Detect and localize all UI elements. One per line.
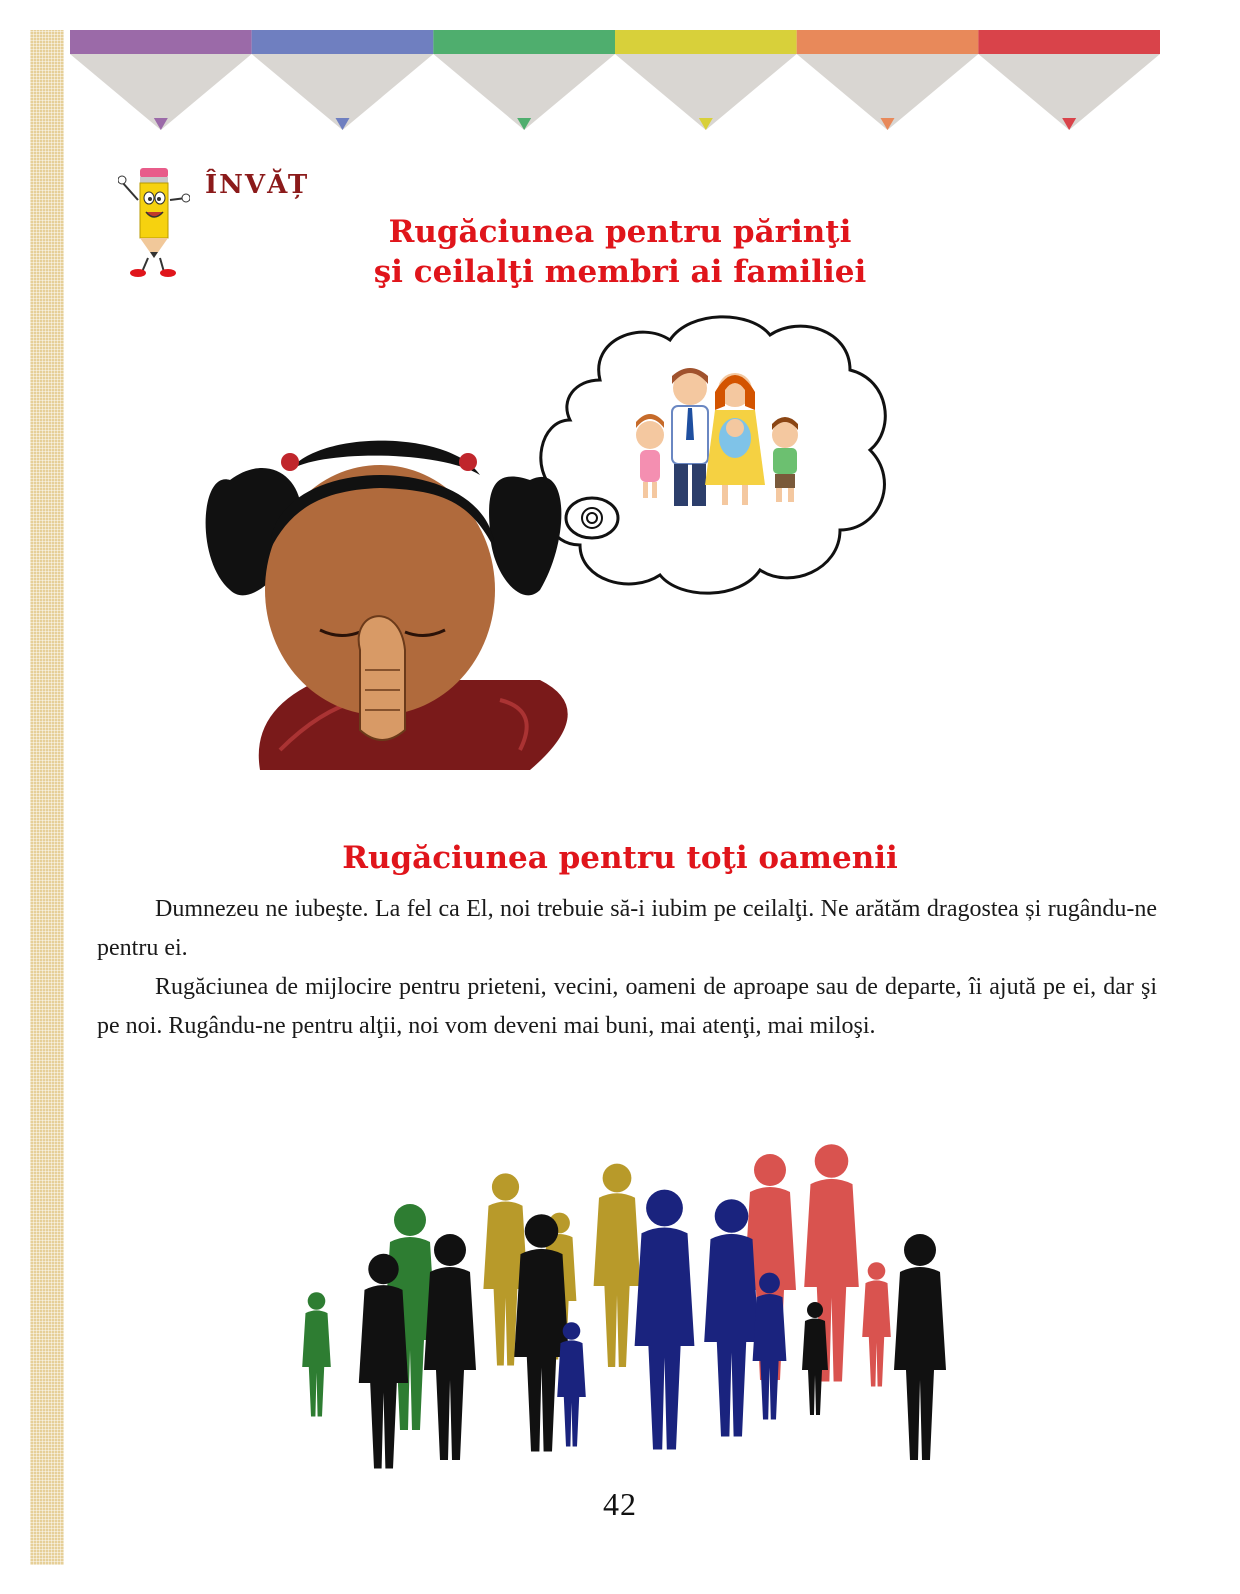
person-silhouette [424,1234,476,1460]
pencil-body [70,30,252,54]
pencil-body [615,30,797,54]
pencil-body [433,30,615,54]
person-silhouette [302,1292,331,1416]
crowd-silhouettes-illustration [270,1140,960,1480]
person-silhouette [635,1190,695,1450]
person-silhouette [862,1262,891,1386]
section2-title: Rugăciunea pentru toţi oamenii [342,840,898,876]
body-text [97,890,1157,1046]
paragraph-1: Dumnezeu ne iubeşte. La fel ca El, noi trebuie să-i iubim pe ceilalţi. Ne arătăm dragostea și rugându-ne pentru ei. [97,896,1157,961]
praying-girl-illustration [200,310,900,780]
paragraph-2: Rugăciunea de mijlocire pentru prieteni, vecini, oameni de aproape sau de departe, îi ajută pe ei, dar şi pe noi. Rugându-ne pentru alţii, noi vom deveni mai buni, mai atenţi, mai miloşi. [97,974,1157,1039]
pencil-body [797,30,979,54]
section-label: ÎNVĂȚ [205,170,310,200]
section1-title [0,212,1240,292]
person-silhouette [594,1164,641,1367]
section1-title-line2: şi ceilalţi membri ai familiei [373,254,867,290]
colored-pencils-banner [70,30,1160,135]
person-silhouette [894,1234,946,1460]
praying-girl [206,441,568,770]
page-number: 42 [603,1486,637,1522]
section1-title-line1: Rugăciunea pentru părinţi [388,214,852,250]
pencil-body [252,30,434,54]
pencil-body [978,30,1160,54]
